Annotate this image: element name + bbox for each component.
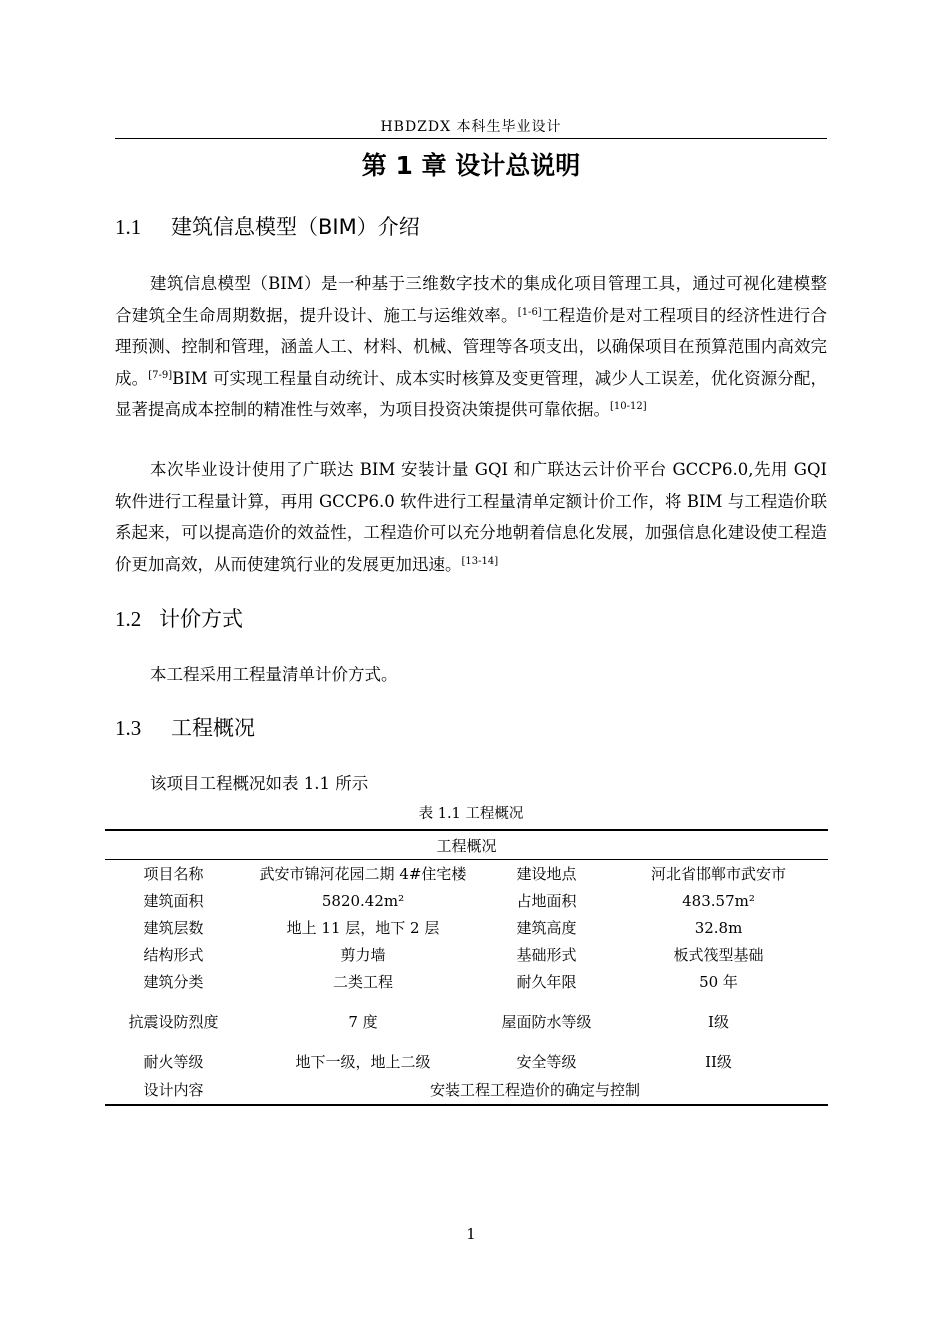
table-cell: 剪力墙 — [340, 946, 386, 964]
project-overview-table — [105, 829, 828, 1106]
design-software-paragraph — [115, 454, 827, 580]
table-cell: 安装工程工程造价的确定与控制 — [242, 1075, 828, 1105]
table-cell: 50 年 — [699, 973, 738, 991]
section-heading-1-1 — [115, 211, 420, 241]
table-cell: 32.8m — [694, 918, 743, 937]
table-cell: 基础形式 — [516, 946, 577, 964]
table-row — [105, 941, 828, 968]
table-cell: 二类工程 — [332, 973, 393, 991]
table-cell: 耐火等级 — [143, 1053, 204, 1071]
pricing-method-paragraph: 本工程采用工程量清单计价方式。 — [150, 665, 398, 684]
section-number: 1.1 — [115, 215, 142, 239]
table-title-row — [105, 830, 828, 860]
table-cell: 建筑分类 — [143, 973, 204, 991]
table-cell: 耐久年限 — [516, 973, 577, 991]
table-cell: 建筑层数 — [143, 919, 204, 937]
table-cell: 项目名称 — [143, 865, 204, 883]
section-heading-1-3 — [115, 712, 255, 742]
table-cell: 抗震设防烈度 — [128, 1012, 219, 1031]
citation: [7-9] — [148, 369, 173, 381]
table-row — [105, 995, 828, 1048]
section-title: 建筑信息模型（BIM）介绍 — [171, 215, 420, 239]
running-header: HBDZDX 本科生毕业设计 — [380, 119, 562, 135]
table-row — [105, 1048, 828, 1075]
bim-intro-paragraph — [115, 268, 827, 426]
table-row — [105, 860, 828, 888]
section-number: 1.3 — [115, 716, 142, 740]
table-cell: 地上 11 层，地下 2 层 — [286, 919, 440, 937]
table-row — [105, 1075, 828, 1105]
table-cell: 建筑高度 — [516, 919, 577, 937]
sentence: 工程造价是对工程项目的经济性进行合理预测、控制和管理，涵盖人工、材料、机械、管理等各项支出，以确保项目在预算范围内高效完成。 — [115, 305, 828, 388]
section-heading-1-2 — [115, 603, 243, 633]
section-number: 1.2 — [115, 607, 142, 631]
table-cell: 7 度 — [348, 1012, 378, 1031]
sentence: BIM 可实现工程量自动统计、成本实时核算及变更管理，减少人工误差，优化资源分配，显著提高成本控制的精准性与效率，为项目投资决策提供可靠依据。 — [115, 368, 827, 419]
citation: [10-12] — [610, 401, 647, 412]
table-cell: 结构形式 — [143, 946, 204, 964]
table-row — [105, 968, 828, 995]
table-cell: 地下一级，地上二级 — [295, 1053, 431, 1071]
table-caption: 表 1.1 工程概况 — [418, 806, 524, 822]
table-cell: 设计内容 — [105, 1075, 242, 1105]
sentence: 建筑信息模型（BIM）是一种基于三维数字技术的集成化项目管理工具，通过可视化建模整合建筑全生命周期数据，提升设计、施工与运维效率。 — [115, 274, 827, 325]
table-cell: I级 — [708, 1012, 729, 1031]
section-title: 计价方式 — [159, 607, 243, 631]
table-row — [105, 914, 828, 941]
overview-intro-paragraph: 该项目工程概况如表 1.1 所示 — [150, 774, 369, 793]
table-cell: 483.57m² — [682, 891, 755, 910]
section-title: 工程概况 — [171, 716, 255, 740]
table-row — [105, 887, 828, 914]
table-cell: 河北省邯郸市武安市 — [650, 865, 786, 883]
header-rule — [115, 138, 827, 139]
chapter-title: 第 1 章 设计总说明 — [361, 151, 581, 180]
citation: [1-6] — [517, 306, 542, 318]
table-cell: 安全等级 — [516, 1053, 577, 1071]
table-cell: 建设地点 — [516, 865, 577, 883]
table-cell: 武安市锦河花园二期 4#住宅楼 — [259, 865, 467, 883]
paragraph-text: 本次毕业设计使用了广联达 BIM 安装计量 GQI 和广联达云计价平台 GCCP6.0,先用 GQI 软件进行工程量计算，再用 GCCP6.0 软件进行工程量清单定额计价工作，将 BIM 与工程造价联系起来，可以提高造价的效益性，工程造价可以充分地朝着信息化发展，加强信息化建设使工程造价更加高效，从而使建筑行业的发展更加迅速。 — [115, 460, 827, 574]
table-cell: 建筑面积 — [143, 892, 204, 910]
table-cell: 占地面积 — [516, 892, 577, 910]
table-cell: 5820.42m² — [321, 891, 405, 910]
table-title: 工程概况 — [105, 830, 828, 860]
citation: [13-14] — [461, 555, 499, 567]
table-cell: 屋面防水等级 — [501, 1012, 592, 1031]
page-number: 1 — [466, 1225, 476, 1243]
table-cell: 板式筏型基础 — [673, 946, 764, 964]
table-cell: II级 — [705, 1053, 732, 1071]
